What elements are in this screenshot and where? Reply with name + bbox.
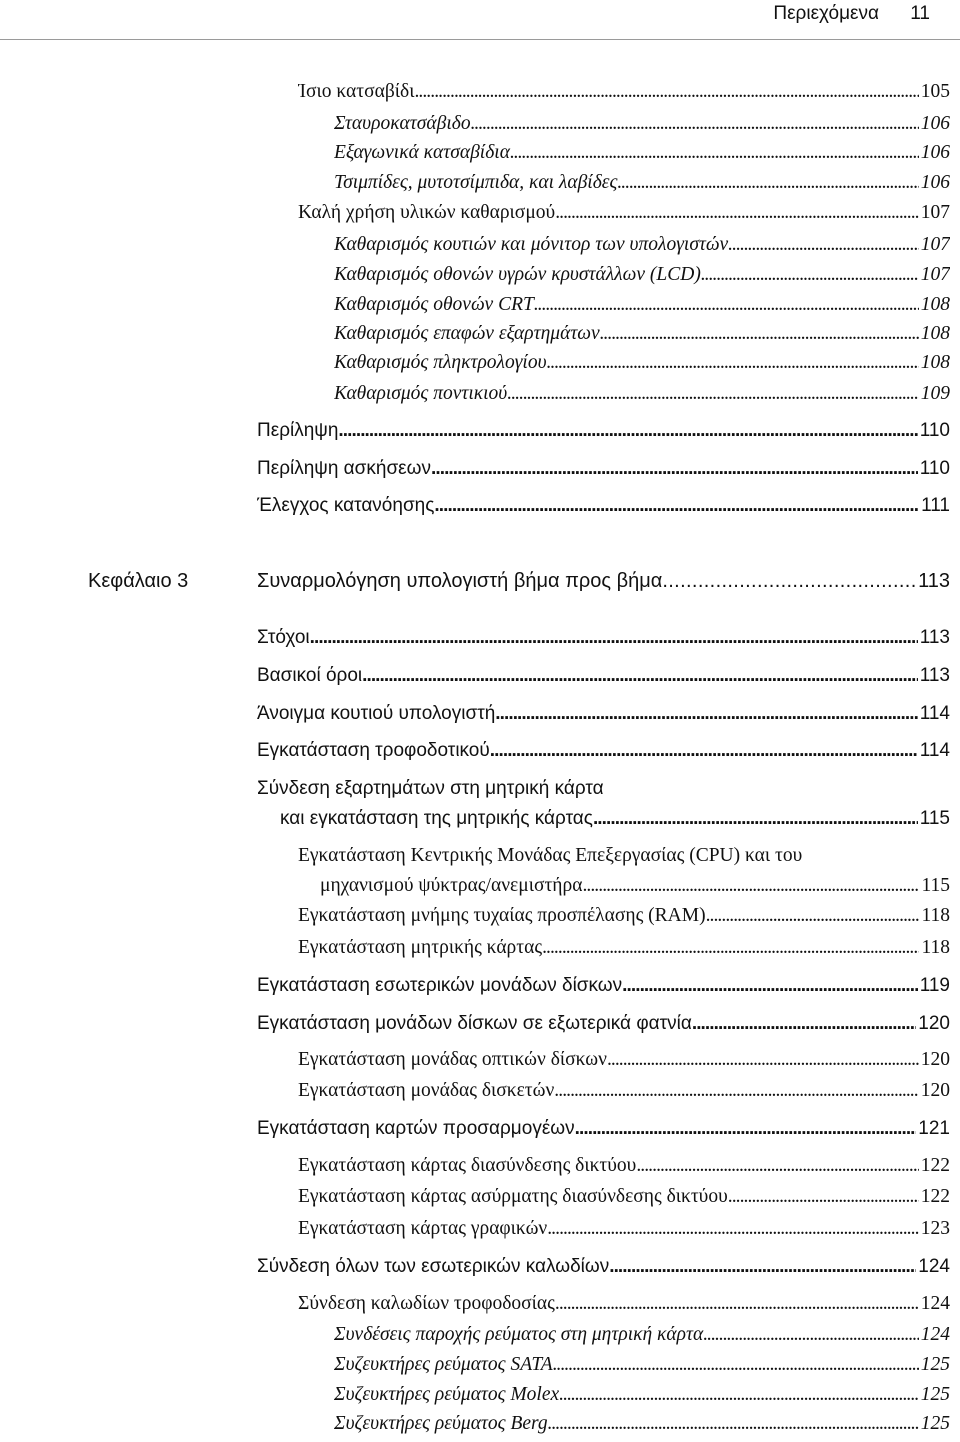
toc-entry[interactable]: Τσιμπίδες, μυτοτσίμπιδα, και λαβίδες . . . 106 (334, 172, 950, 194)
page-number: 107 (920, 202, 950, 223)
dot-leader (607, 1049, 919, 1071)
page-number: 114 (919, 703, 950, 724)
dot-leader (495, 703, 917, 725)
dot-leader (701, 264, 919, 286)
dot-leader (310, 627, 918, 649)
dot-leader (555, 1293, 919, 1315)
dot-leader (706, 905, 920, 927)
toc-entry[interactable]: Καθαρισμός επαφών εξαρτημάτων . . . 108 (334, 323, 950, 345)
page-number: 105 (920, 81, 950, 102)
dot-leader (728, 234, 919, 256)
page-number: 124 (918, 1256, 950, 1277)
toc-entry[interactable]: μηχανισμού ψύκτρας/ανεμιστήρα . . . 115 (320, 875, 950, 897)
header-rule (0, 39, 960, 40)
page-number: 120 (920, 1049, 950, 1070)
dot-leader (414, 81, 918, 103)
dot-leader (582, 875, 919, 897)
page-number: 118 (921, 937, 950, 958)
toc-entry[interactable]: Καθαρισμός πληκτρολογίου . . . 108 (334, 352, 950, 374)
toc-section-entry[interactable]: και εγκατάσταση της μητρικής κάρτας . . . 115 (280, 808, 950, 830)
dot-leader (728, 1186, 919, 1208)
toc-section-entry[interactable]: Βασικοί όροι . . . 113 (257, 665, 950, 687)
dot-leader (490, 740, 918, 762)
page-number: 106 (920, 142, 950, 163)
toc-entry[interactable]: Καθαρισμός οθονών υγρών κρυστάλλων (LCD) . . . 107 (334, 264, 950, 286)
toc-entry[interactable]: Καλή χρήση υλικών καθαρισμού . . . 107 (298, 202, 950, 224)
toc-chapter-entry[interactable]: Συναρμολόγηση υπολογιστή βήμα προς βήμα . . . 113 (257, 570, 950, 593)
dot-leader (575, 1118, 917, 1140)
toc-entry[interactable]: Εγκατάσταση μονάδας δισκετών . . . 120 (298, 1080, 950, 1102)
page-number: 122 (920, 1155, 950, 1176)
dot-leader (542, 937, 919, 959)
toc-section-entry[interactable]: Περίληψη ασκήσεων . . . 110 (257, 458, 950, 480)
dot-leader (559, 1384, 919, 1406)
dot-leader (431, 458, 918, 480)
toc-entry[interactable]: Εγκατάσταση κάρτας διασύνδεσης δικτύου . . . 122 (298, 1155, 950, 1177)
toc-entry[interactable]: Καθαρισμός κουτιών και μόνιτορ των υπολογιστών . . . 107 (334, 234, 950, 256)
dot-leader (338, 420, 917, 442)
dot-leader (692, 1013, 916, 1035)
page-number: 111 (921, 495, 950, 516)
dot-leader (510, 142, 919, 164)
dot-leader (636, 1155, 918, 1177)
page-number: 113 (919, 627, 950, 648)
dot-leader (600, 323, 919, 345)
page-number: 106 (920, 113, 950, 134)
toc-entry-line1[interactable]: Εγκατάσταση Κεντρικής Μονάδας Επεξεργασίας (CPU) και του (298, 845, 803, 866)
dot-leader (471, 113, 919, 135)
page-number: 124 (920, 1324, 950, 1345)
page-number: 108 (920, 352, 950, 373)
page-number: 114 (919, 740, 950, 761)
dot-leader (547, 352, 919, 374)
dot-leader (548, 1413, 919, 1435)
toc-section-entry[interactable]: Εγκατάσταση τροφοδοτικού . . . 114 (257, 740, 950, 762)
page-number: 113 (919, 665, 950, 686)
page-number: 120 (918, 1013, 950, 1034)
page-number: 122 (920, 1186, 950, 1207)
chapter-label: Κεφάλαιο 3 (88, 570, 189, 592)
dot-leader (622, 975, 918, 997)
toc-section-entry[interactable]: Εγκατάσταση μονάδων δίσκων σε εξωτερικά φατνία . . . 120 (257, 1013, 950, 1035)
toc-entry[interactable]: Εγκατάσταση μητρικής κάρτας . . . 118 (298, 937, 950, 959)
page-number: 107 (920, 264, 950, 285)
toc-section-entry[interactable]: Στόχοι . . . 113 (257, 627, 950, 649)
toc-entry[interactable]: Σύνδεση καλωδίων τροφοδοσίας . . . 124 (298, 1293, 950, 1315)
dot-leader (553, 1354, 919, 1376)
toc-entry[interactable]: Συζευκτήρες ρεύματος Molex . . . 125 (334, 1384, 950, 1406)
dot-leader (703, 1324, 919, 1346)
page-number: 119 (919, 975, 950, 996)
dot-leader (362, 665, 918, 687)
toc-section-entry[interactable]: Άνοιγμα κουτιού υπολογιστή . . . 114 (257, 703, 950, 725)
page-number: 115 (921, 875, 950, 896)
page-number: 108 (920, 294, 950, 315)
dot-leader (547, 1218, 919, 1240)
toc-section-entry-line1[interactable]: Σύνδεση εξαρτημάτων στη μητρική κάρτα (257, 778, 604, 799)
toc-section-entry[interactable]: Εγκατάσταση εσωτερικών μονάδων δίσκων . . . 119 (257, 975, 950, 997)
toc-entry[interactable]: Εγκατάσταση κάρτας ασύρματης διασύνδεσης δικτύου . . . 122 (298, 1186, 950, 1208)
toc-section-entry[interactable]: Περίληψη . . . 110 (257, 420, 950, 442)
dot-leader (534, 294, 919, 316)
page-number: 125 (920, 1413, 950, 1434)
page-number: 118 (921, 905, 950, 926)
page-number: 110 (919, 458, 950, 479)
toc-entry[interactable]: Συζευκτήρες ρεύματος SATA . . . 125 (334, 1354, 950, 1376)
page-number: 121 (918, 1118, 950, 1139)
page-number: 107 (920, 234, 950, 255)
toc-entry[interactable]: Ίσιο κατσαβίδι . . . 105 (298, 81, 950, 103)
header-page-number: 11 (910, 3, 930, 24)
page-number: 108 (920, 323, 950, 344)
toc-section-entry[interactable]: Εγκατάσταση καρτών προσαρμογέων . . . 121 (257, 1118, 950, 1140)
running-header (773, 3, 930, 25)
page-number: 120 (920, 1080, 950, 1101)
toc-entry[interactable]: Καθαρισμός ποντικιού . . . 109 (334, 383, 950, 405)
toc-entry[interactable]: Εγκατάσταση μονάδας οπτικών δίσκων . . . 120 (298, 1049, 950, 1071)
toc-entry[interactable]: Εγκατάσταση κάρτας γραφικών . . . 123 (298, 1218, 950, 1240)
page-number: 110 (919, 420, 950, 441)
dot-leader (507, 383, 918, 405)
toc-entry[interactable]: Καθαρισμός οθονών CRT . . . 108 (334, 294, 950, 316)
page-number: 123 (920, 1218, 950, 1239)
dot-leader (593, 808, 918, 830)
toc-entry[interactable]: Σταυροκατσάβιδο . . . 106 (334, 113, 950, 135)
toc-entry[interactable]: Συνδέσεις παροχής ρεύματος στη μητρική κάρτα . . . 124 (334, 1324, 950, 1346)
page-number: 113 (918, 570, 950, 592)
dot-leader (554, 1080, 918, 1102)
page-number: 115 (919, 808, 950, 829)
header-section-title: Περιεχόμενα (773, 3, 879, 24)
page-number: 106 (920, 172, 950, 193)
dot-leader (609, 1256, 916, 1278)
dot-leader (617, 172, 918, 194)
toc-entry[interactable]: Εγκατάσταση μνήμης τυχαίας προσπέλασης (RAM) . . . 118 (298, 905, 950, 927)
dot-leader (434, 495, 919, 517)
toc-section-entry[interactable]: Σύνδεση όλων των εσωτερικών καλωδίων . . . 124 (257, 1256, 950, 1278)
page-number: 125 (920, 1354, 950, 1375)
page-number: 125 (920, 1384, 950, 1405)
page-number: 124 (920, 1293, 950, 1314)
toc-section-entry[interactable]: Έλεγχος κατανόησης . . . 111 (257, 495, 950, 517)
dot-leader (555, 202, 919, 224)
page-number: 109 (920, 383, 950, 404)
dot-leader (662, 570, 916, 593)
toc-entry[interactable]: Εξαγωνικά κατσαβίδια . . . 106 (334, 142, 950, 164)
toc-entry[interactable]: Συζευκτήρες ρεύματος Berg . . . 125 (334, 1413, 950, 1435)
